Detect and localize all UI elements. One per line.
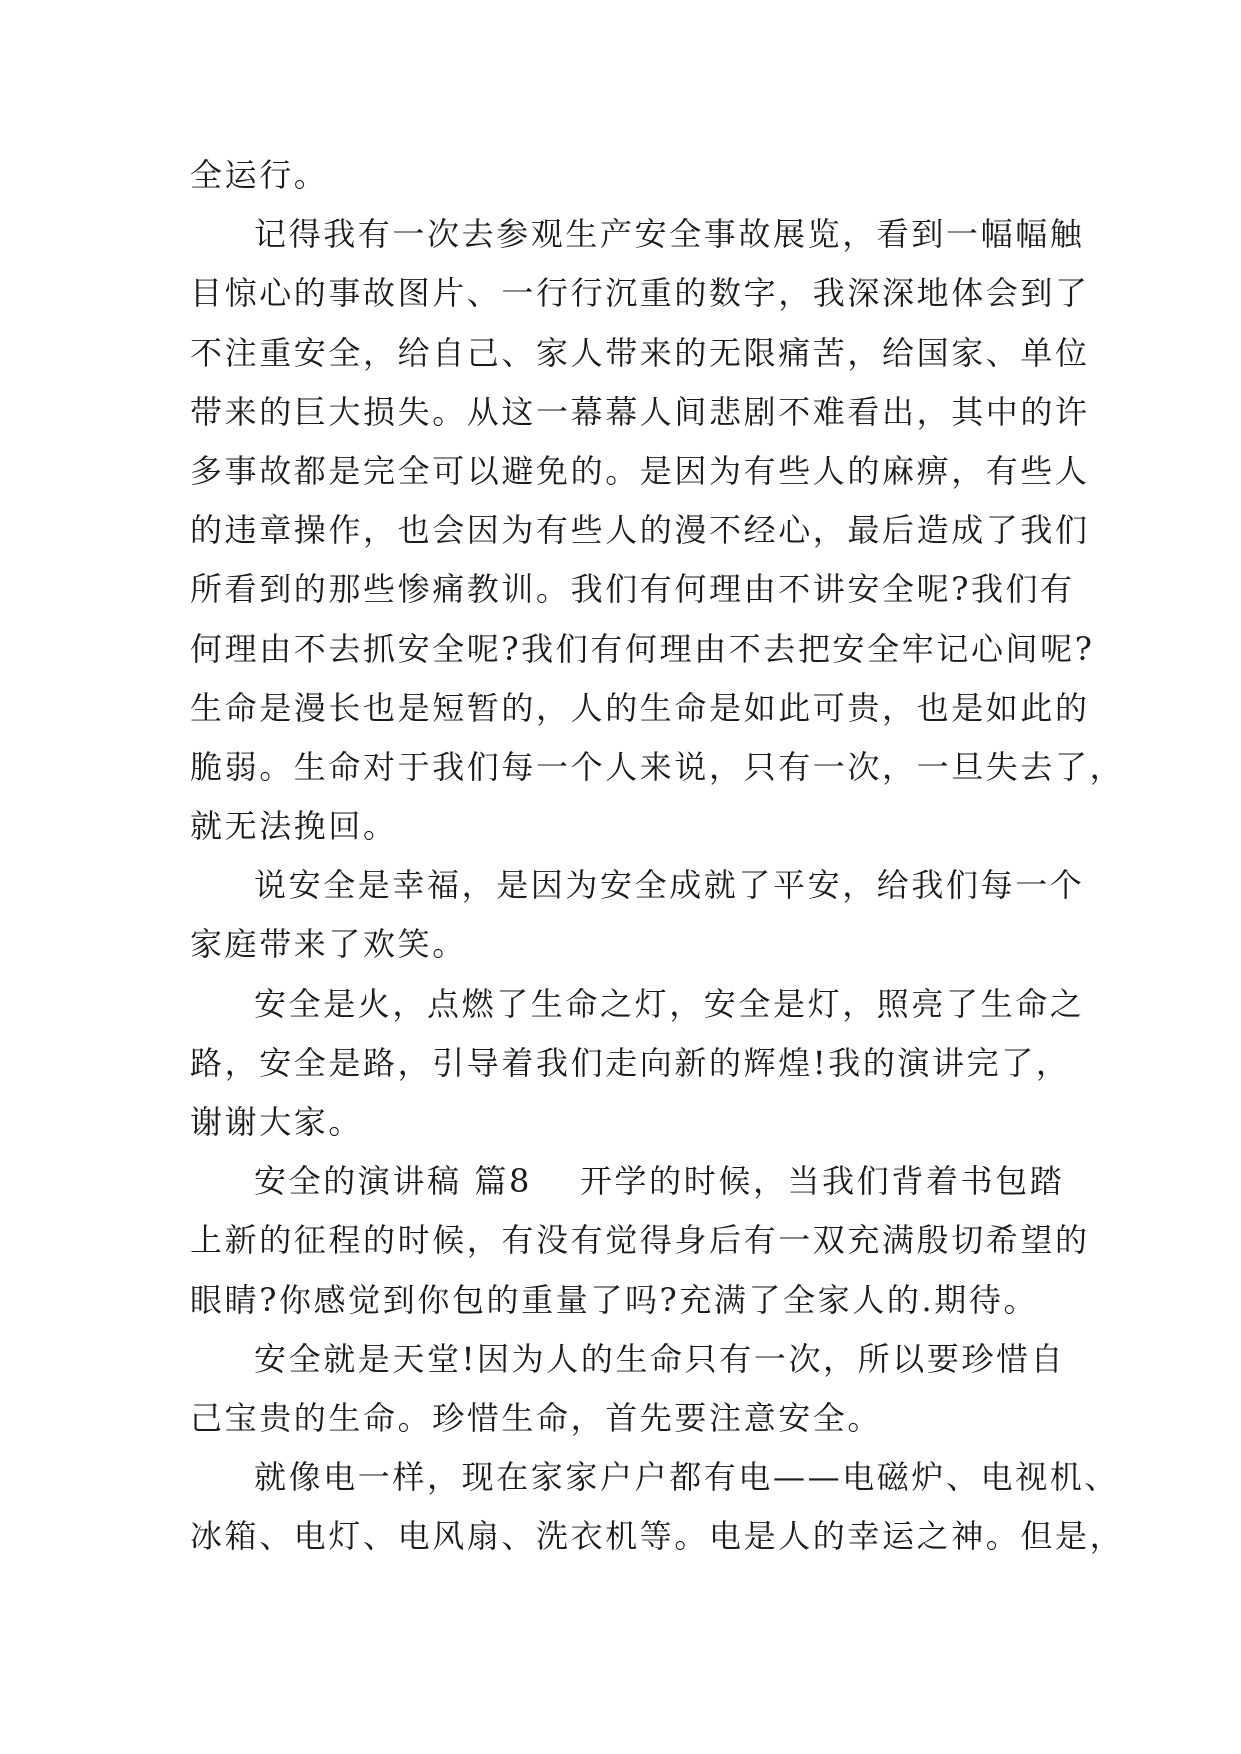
text-line: 所看到的那些惨痛教训。我们有何理由不讲安全呢?我们有	[190, 570, 1075, 609]
text-line: 谢谢大家。	[190, 1103, 364, 1141]
text-line: 己宝贵的生命。珍惜生命，首先要注意安全。	[190, 1398, 883, 1437]
section-heading-tail: 开学的时候，当我们背着书包踏	[579, 1162, 1065, 1201]
section-heading: 安全的演讲稿 篇8	[254, 1162, 532, 1201]
text-line: 脆弱。生命对于我们每一个人来说，只有一次，一旦失去了，	[190, 747, 1125, 786]
text-line: 路，安全是路，引导着我们走向新的辉煌!我的演讲完了，	[190, 1043, 1071, 1082]
text-line: 全运行。	[190, 156, 329, 194]
text-line: 不注重安全，给自己、家人带来的无限痛苦，给国家、单位	[190, 333, 1090, 372]
text-line: 带来的巨大损失。从这一幕幕人间悲剧不难看出，其中的许	[190, 392, 1090, 431]
text-line: 安全是火，点燃了生命之灯，安全是灯，照亮了生命之	[254, 984, 1085, 1023]
text-line: 何理由不去抓安全呢?我们有何理由不去把安全牢记心间呢?	[190, 629, 1095, 668]
text-line: 就像电一样，现在家家户户都有电——电磁炉、电视机、	[254, 1458, 1120, 1497]
text-line: 说安全是幸福，是因为安全成就了平安，给我们每一个	[254, 866, 1085, 905]
text-line: 冰箱、电灯、电风扇、洗衣机等。电是人的幸运之神。但是，	[190, 1517, 1125, 1556]
text-line: 眼睛?你感觉到你包的重量了吗?充满了全家人的.期待。	[190, 1280, 1039, 1319]
text-line: 家庭带来了欢笑。	[190, 925, 467, 964]
text-line: 生命是漫长也是短暂的，人的生命是如此可贵，也是如此的	[190, 688, 1090, 727]
text-line: 目惊心的事故图片、一行行沉重的数字，我深深地体会到了	[190, 274, 1090, 313]
text-line: 多事故都是完全可以避免的。是因为有些人的麻痹，有些人	[190, 451, 1090, 490]
document-page	[190, 146, 1125, 1567]
text-line: 记得我有一次去参观生产安全事故展览，看到一幅幅触	[254, 215, 1085, 254]
text-line: 的违章操作，也会因为有些人的漫不经心，最后造成了我们	[190, 511, 1090, 550]
text-line: 上新的征程的时候，有没有觉得身后有一双充满殷切希望的	[190, 1221, 1090, 1260]
text-line: 安全就是天堂!因为人的生命只有一次，所以要珍惜自	[254, 1339, 1066, 1378]
text-line: 就无法挽回。	[190, 807, 398, 846]
section-heading-line	[190, 1152, 1065, 1211]
